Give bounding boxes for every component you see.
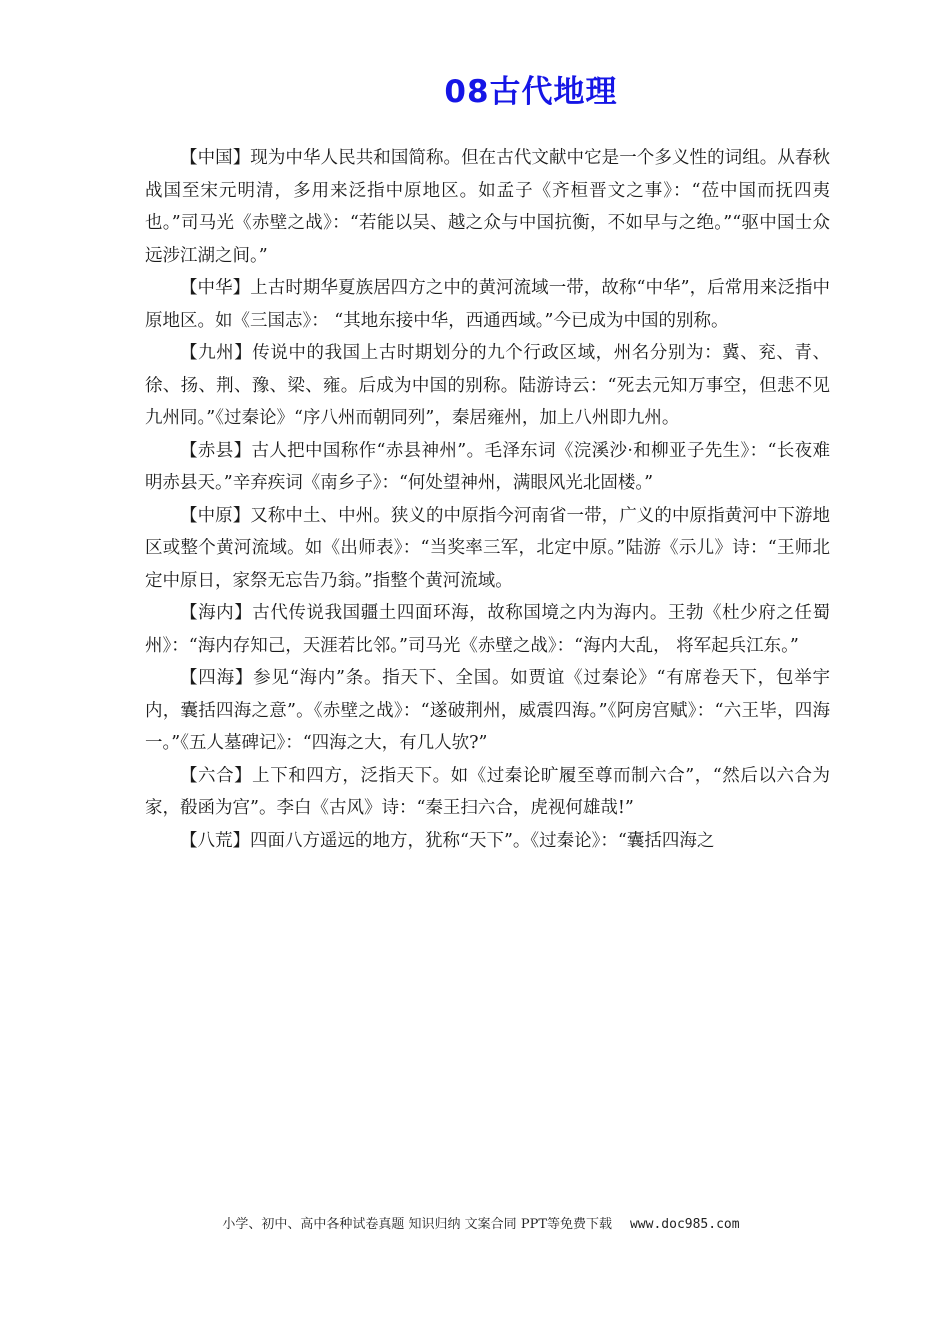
page-footer [0,1213,950,1232]
paragraph-sihai: 【四海】参见“海内”条。指天下、全国。如贾谊《过秦论》“有席卷天下，包举宇内，囊括四海之意”。《赤壁之战》：“遂破荆州，威震四海。”《阿房宫赋》：“六王毕，四海一。”《五人墓碑记》：“四海之大，有几人欤?” [145,668,830,753]
paragraph-zhongyuan: 【中原】又称中土、中州。狭义的中原指今河南省一带，广义的中原指黄河中下游地区或整个黄河流域。如《出师表》：“当奖率三军，北定中原。”陆游《示儿》诗：“王师北定中原日，家祭无忘告乃翁。”指整个黄河流域。 [145,505,830,591]
paragraph-hainei: 【海内】古代传说我国疆土四面环海，故称国境之内为海内。王勃《杜少府之任蜀州》：“海内存知己，天涯若比邻。”司马光《赤壁之战》：“海内大乱， 将军起兵江东。” [145,603,830,656]
paragraph-bahuang: 【八荒】四面八方遥远的地方，犹称“天下”。《过秦论》：“囊括四海之 [180,830,715,851]
page-title: 08古代地理 [444,74,618,110]
paragraph-liuhe: 【六合】上下和四方，泛指天下。如《过秦论旷履至尊而制六合”，“然后以六合为家，殽函为宫”。李白《古风》诗：“秦王扫六合，虎视何雄哉!” [145,765,830,818]
footer-url: www.doc985.com [629,1217,740,1232]
document-body [145,142,830,857]
paragraph-jiuzhou: 【九州】传说中的我国上古时期划分的九个行政区域，州名分别为：冀、兖、青、徐、扬、荆、豫、梁、雍。后成为中国的别称。陆游诗云：“死去元知万事空，但悲不见九州同。”《过秦论》“序八州而朝同列”，秦居雍州，加上八州即九州。 [145,343,830,428]
paragraph-chixian: 【赤县】古人把中国称作“赤县神州”。毛泽东词《浣溪沙·和柳亚子先生》：“长夜难明赤县天。”辛弃疾词《南乡子》：“何处望神州，满眼风光北固楼。” [145,440,830,493]
footer-text: 小学、初中、高中各种试卷真题 知识归纳 文案合同 PPT等免费下载 [222,1217,612,1232]
paragraph-zhonghua: 【中华】上古时期华夏族居四方之中的黄河流域一带，故称“中华”，后常用来泛指中原地区。如《三国志》： “其地东接中华，西通西域。”今已成为中国的别称。 [145,278,830,331]
paragraph-zhongguo: 【中国】现为中华人民共和国简称。但在古代文献中它是一个多义性的词组。从春秋战国至宋元明清，多用来泛指中原地区。如孟子《齐桓晋文之事》：“莅中国而抚四夷也。”司马光《赤壁之战》：“若能以吴、越之众与中国抗衡，不如早与之绝。”“驱中国士众远涉江湖之间。” [145,148,830,266]
